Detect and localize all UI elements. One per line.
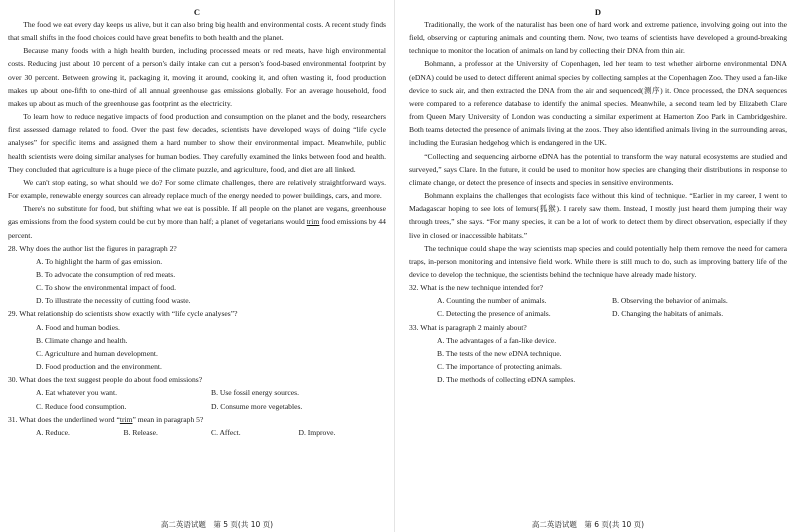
passage-paragraph (8, 202, 386, 241)
option: C. To show the environmental impact of food. (36, 283, 176, 293)
page-divider (394, 0, 395, 532)
option: D. The methods of collecting eDNA samples. (437, 375, 576, 385)
option-row (437, 307, 787, 320)
question-text: ” mean in paragraph 5? (132, 414, 204, 424)
passage-c-label: C (193, 7, 201, 17)
option: B. Observing the behavior of animals. (612, 296, 728, 306)
option: B. Climate change and health. (36, 335, 128, 345)
option: D. Changing the habitats of animals. (612, 309, 724, 319)
page-footer: 高二英语试题 第 6 页(共 10 页) (531, 520, 645, 529)
question-text: 31. What does the underlined word “ (8, 414, 120, 424)
option: C. Reduce food consumption. (36, 401, 127, 411)
passage-d-label: D (594, 7, 602, 17)
passage-paragraph: Bohmann, a professor at the University of Copenhagen, led her team to test whether airborne environmental DNA (eDNA) could be used to detect different animal species by collecting samples at the Copenhagen Zoo. They used a fan-like device to suck air, and then extracted the DNA from the air and sequenced(测序) it. Once processed, the DNA sequences were compared to a reference database to identify the animal species. Meanwhile, a second team led by Elizabeth Clare from Queen Mary University of London was conducting a similar experiment at Hamerton Zoo Park in Cambridgeshire. Both teams detected the presence of animals living at the zoos. They also identified animals living in the surrounding areas, including the Eurasian hedgehog which is endangered in the UK. (409, 59, 787, 148)
option: A. Eat whatever you want. (36, 388, 117, 398)
passage-paragraph: The food we eat every day keeps us alive, but it can also bring big health and environmental costs. A recent study finds that small shifts in the food choices could have great benefits to both health and the planet. (8, 20, 386, 43)
option: A. The advantages of a fan-like device. (437, 335, 557, 345)
question-32: 32. What is the new technique intended for? (409, 283, 543, 293)
option: C. The importance of protecting animals. (437, 362, 562, 372)
passage-paragraph: Bohmann explains the challenges that ecologists face without this kind of technique. “Earlier in my career, I went to Madagascar hoping to see lots of lemurs(狐猴). I rarely saw them. Instead, I mostly just heard them jumping their way through trees,” she says. “For many species, it can be a lot of work to detect them by direct observation, especially if they live in closed or inaccessible habitats.” (409, 191, 787, 240)
option: A. Reduce. (36, 427, 70, 437)
option: D. Improve. (298, 427, 336, 437)
passage-paragraph: We can't stop eating, so what should we do? For some climate challenges, there are relatively straightforward ways. For example, renewable energy sources can already replace much of the energy needed to power buildings, cars, and more. (8, 177, 386, 201)
option: B. To advocate the consumption of red meats. (36, 269, 176, 279)
para-text: There's no substitute for food, but shifting what we eat is possible. If all people on the planet are vegans, greenhouse gas emissions from the food system could be cut by more than half; a planet of vegetarians would (8, 204, 386, 227)
question-33: 33. What is paragraph 2 mainly about? (409, 322, 527, 332)
question-29: 29. What relationship do scientists show exactly with “life cycle analyses”? (8, 309, 238, 319)
passage-paragraph: “Collecting and sequencing airborne eDNA has the potential to transform the way natural ecosystems are studied and surveyed,” says Clare. In the future, it could be used to monitor how species are changing their distributions in response to climate change, or detect the presence of insects and species in sensitive environments. (409, 151, 787, 187)
page-right (409, 6, 787, 532)
option: C. Affect. (211, 427, 241, 437)
option-row (36, 386, 386, 399)
page-left (8, 6, 386, 532)
question-31 (8, 413, 386, 426)
option: D. Consume more vegetables. (211, 401, 303, 411)
underlined-word: trim (306, 217, 320, 227)
option: B. Release. (123, 427, 158, 437)
option: C. Detecting the presence of animals. (437, 309, 551, 319)
para-text: food emissions by 44 percent. (8, 217, 386, 240)
option: D. To illustrate the necessity of cutting food waste. (36, 296, 191, 306)
option: B. The tests of the new eDNA technique. (437, 348, 562, 358)
option: B. Use fossil energy sources. (211, 388, 300, 398)
option: C. Agriculture and human development. (36, 348, 158, 358)
option: D. Food production and the environment. (36, 362, 162, 372)
underlined-word: trim (119, 414, 133, 424)
option: A. Counting the number of animals. (437, 296, 547, 306)
page-footer: 高二英语试题 第 5 页(共 10 页) (160, 520, 274, 529)
option-row (36, 426, 386, 439)
passage-paragraph: Because many foods with a high health burden, including processed meats or red meats, have high environmental costs. Reducing just about 10 percent of a person's daily intake can cut a person's food-based environmental footprint by over 30 percent. Between growing it, packaging it, moving it around, cooking it, and often wasting it, food production makes up about one-fifth to one-third of all annual greenhouse gas emissions globally. For an average household, food makes up about as much of the greenhouse gas footprint as the electricity. (8, 46, 386, 108)
passage-paragraph: Traditionally, the work of the naturalist has been one of hard work and extreme patience, involving going out into the field, observing or capturing animals and counting them. Now, two teams of scientists have developed a ground-breaking technique to monitor the location of animals on land by collecting their DNA from thin air. (409, 20, 787, 56)
option: A. To highlight the harm of gas emission. (36, 256, 163, 266)
option-row (36, 400, 386, 413)
option: A. Food and human bodies. (36, 322, 120, 332)
question-30: 30. What does the text suggest people do about food emissions? (8, 375, 203, 385)
question-28: 28. Why does the author list the figures in paragraph 2? (8, 243, 177, 253)
passage-paragraph: To learn how to reduce negative impacts of food production and consumption on the planet and the body, researchers first assessed damage related to food. Over the past few decades, scientists have developed ways of doing “life cycle analyses” for specific items and assigned them a hard number to show their environmental impact. Meanwhile, public health scientists were doing similar analyses for human bodies. They carefully examined the links between food and health. They concluded that agriculture is a huge piece of the climate puzzle, and agriculture, food, and diet are all linked. (8, 112, 386, 174)
option-row (437, 294, 787, 307)
passage-paragraph: The technique could shape the way scientists map species and could potentially help them remove the need for camera traps, in-person monitoring and intensive field work. While there is still much to do, such as improving battery life of the device to develop the technique, the scientists behind the technique have already made history. (409, 243, 787, 279)
